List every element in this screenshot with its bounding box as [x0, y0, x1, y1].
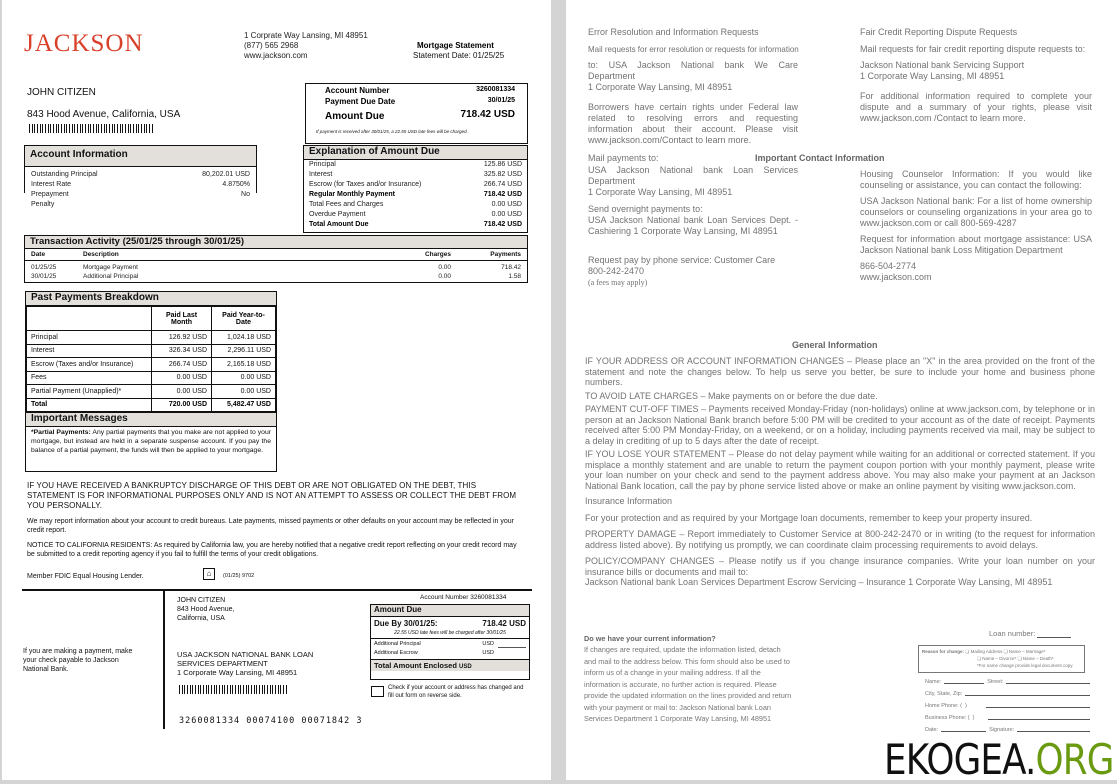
stub-late-note: 22.55 USD late fees will be charged after 30/01/25 — [371, 628, 529, 639]
account-info-label: Outstanding Principal — [31, 171, 98, 178]
error-text-2: to: USA Jackson National bank We Care Department — [588, 60, 798, 81]
paid-last-month: 326.34 USD — [152, 344, 212, 358]
phone-service: Request pay by phone service: Customer Care — [588, 255, 776, 265]
explanation-row — [304, 180, 527, 190]
stub-name: JOHN CITIZEN — [177, 597, 226, 604]
late-fee-note: If payment is received after 30/01/25, a 22.55 USD late fees will be charged. — [316, 129, 468, 134]
past-payment-row — [27, 371, 276, 385]
ins-address: Jackson National bank Loan Services Department Escrow Servicing – Insurance 1 Corporate Way Lansing, MI 48951 — [585, 577, 1053, 587]
reason-mailing-checkbox[interactable]: ❏ Mailing Address — [965, 649, 1003, 654]
explanation-row — [304, 200, 527, 210]
fcr-text-3: 1 Corporate Way Lansing, MI 48951 — [860, 71, 1005, 81]
gen-late-charges: TO AVOID LATE CHARGES – Make payments on or before the due date. — [585, 390, 878, 401]
past-payment-row — [27, 331, 276, 345]
mortgage-assistance: Request for information about mortgage assistance: USA Jackson National bank Loss Mitigation Department — [860, 234, 1092, 255]
name-input[interactable] — [944, 676, 984, 684]
usd-label: USD — [482, 650, 494, 656]
past-payments-header: Past Payments Breakdown — [26, 292, 276, 306]
past-payment-label: Principal — [27, 331, 152, 345]
explanation-value: 0.00 USD — [491, 211, 522, 218]
paid-last-month: 0.00 USD — [152, 385, 212, 399]
account-info-value: 4.8750% — [222, 181, 250, 188]
reason-divorce-label: Name – Divorce* — [982, 656, 1017, 661]
explanation-label: Interest — [309, 171, 333, 178]
stub-barcode — [179, 685, 287, 694]
explanation-label: Principal — [309, 161, 336, 168]
past-payments-box — [25, 291, 277, 413]
business-phone-label: Business Phone: ( — [925, 715, 970, 721]
account-info-label: Prepayment — [31, 191, 69, 198]
additional-principal-label: Additional Principal — [374, 641, 421, 647]
account-summary-box — [305, 83, 528, 144]
usd-label: USD — [482, 641, 494, 647]
gen-cutoff: PAYMENT CUT-OFF TIMES – Payments received Monday-Friday (non-holidays) online at www.jackson.com, by telephone or in person at an Jackson National Bank branch before 5:00 PM will be credited to your account as of the date of receipt. Payments received after 5:00 PM Monday-Friday, on a weekend, or on a holiday, including payments received via mail, may be subject to a delay in crediting of up to 5 days after the date of receipt. — [585, 404, 1095, 446]
reason-for-change-box — [918, 645, 1085, 673]
col-charges: Charges — [424, 251, 451, 258]
paid-ytd: 0.00 USD — [212, 385, 276, 399]
transaction-charges: 0.00 — [438, 273, 451, 280]
col-payments: Payments — [490, 251, 521, 258]
partial-payments-lead: *Partial Payments: — [31, 429, 91, 436]
partial-payments-text: Any partial payments that you make are not applied to your mortgage, but instead are held in a separate suspense account. If you pay the balance of a partial payment, the funds will then be applied to your mortgage. — [31, 429, 271, 454]
customer-name: JOHN CITIZEN — [27, 87, 96, 98]
total-usd: USD — [459, 664, 472, 670]
transaction-activity-box — [24, 235, 528, 283]
past-payments-table — [26, 306, 276, 412]
transaction-description: Mortgage Payment — [83, 264, 138, 271]
statement-date: Statement Date: 01/25/25 — [413, 51, 505, 60]
customer-address: 843 Hood Avenue, California, USA — [27, 109, 181, 120]
equal-housing-icon: ⌂ — [203, 568, 215, 580]
assistance-website: www.jackson.com — [860, 272, 932, 282]
credit-notice: We may report information about your account to credit bureaus. Late payments, missed payments or other defaults on your account may be reflected in your credit report. — [27, 518, 515, 534]
account-info-label: Penalty — [31, 201, 55, 208]
due-date: 30/01/25 — [487, 97, 515, 104]
street-label: Street: — [987, 679, 1004, 685]
error-text-1: Mail requests for error resolution or requests for information — [588, 45, 799, 54]
business-phone-input[interactable] — [988, 712, 1090, 720]
signature-label: Signature: — [989, 727, 1015, 733]
explanation-label: Total Amount Due — [309, 221, 369, 228]
account-info-row — [25, 190, 256, 200]
insurance-title: Insurance Information — [585, 496, 673, 506]
stub-bank-line3: 1 Corporate Way Lansing, MI 48951 — [177, 668, 298, 677]
explanation-label: Total Fees and Charges — [309, 201, 384, 208]
address-change-note: Check if your account or address has changed and fill out form on reverse side. — [388, 685, 524, 699]
statement-title: Mortgage Statement — [417, 41, 494, 50]
watermark-part1: EKOGEA. — [884, 735, 1036, 784]
stub-divider — [163, 589, 165, 729]
watermark-part2: ORG — [1035, 735, 1114, 784]
paid-ytd: 2,165.18 USD — [212, 358, 276, 372]
housing-list: USA Jackson National bank: For a list of home ownership counselors or counseling organizations in your area go to www.jackson.com or call 800-569-4287 — [860, 196, 1092, 228]
past-payment-label: Partial Payment (Unapplied)* — [27, 385, 152, 399]
account-information-header: Account Information — [25, 146, 256, 167]
paid-last-month: 126.92 USD — [152, 331, 212, 345]
col-last-month: Paid Last Month — [152, 307, 212, 331]
due-by-amount: 718.42 USD — [482, 619, 526, 628]
additional-escrow-label: Additional Escrow — [374, 650, 418, 656]
city-label: City, State, Zip: — [925, 691, 963, 697]
past-payment-row — [27, 344, 276, 358]
amount-due-label: Amount Due — [325, 111, 385, 122]
explanation-row — [304, 160, 527, 170]
ins-property-damage: PROPERTY DAMAGE – Report immediately to Customer Service at 800-242-2470 or in writing (to the request for information address listed above). By notifying us promptly, we can coordinate claim processing requirements to avoid delays. — [585, 529, 1095, 550]
due-by-label: Due By 30/01/25: — [374, 619, 438, 628]
explanation-value: 0.00 USD — [491, 201, 522, 208]
past-payment-row — [27, 358, 276, 372]
stub-bank-line2: SERVICES DEPARTMENT — [177, 659, 268, 668]
reason-marriage-label: Name – Marriage* — [1008, 649, 1046, 654]
mail-payments-label: Mail payments to: — [588, 153, 659, 163]
stub-amount-box — [370, 604, 530, 680]
explanation-label: Overdue Payment — [309, 211, 366, 218]
paid-ytd: 5,482.47 USD — [212, 398, 276, 412]
account-number: 3260081334 — [476, 86, 515, 93]
reason-death-checkbox[interactable]: ❏ Name – Death* — [1017, 656, 1054, 661]
past-payment-row — [27, 398, 276, 412]
fair-credit-title: Fair Credit Reporting Dispute Requests — [860, 27, 1018, 37]
col-description: Description — [83, 251, 119, 258]
paid-ytd: 0.00 USD — [212, 371, 276, 385]
transaction-date: 01/25/25 — [31, 264, 57, 271]
paid-last-month: 720.00 USD — [152, 398, 212, 412]
past-payment-label: Interest — [27, 344, 152, 358]
street-input[interactable] — [1006, 676, 1090, 684]
gen-address-change: IF YOUR ADDRESS OR ACCOUNT INFORMATION CHANGES – Please place an "X" in the area provided on the front of the statement and note the changes below. To help us serve you better, be sure to include your home and business phone numbers. — [585, 356, 1095, 387]
total-enclosed-label: Total Amount Enclosed — [374, 661, 457, 670]
account-info-row — [25, 200, 256, 210]
error-resolution-title: Error Resolution and Information Requests — [588, 27, 759, 37]
bank-website: www.jackson.com — [244, 51, 308, 60]
overnight-address: USA Jackson National bank Loan Services Dept. - Cashiering 1 Corporate Way Lansing, MI 48951 — [588, 215, 798, 236]
fcr-text-2: Jackson National bank Servicing Support — [860, 60, 1025, 70]
account-number-label: Account Number — [325, 86, 390, 95]
reason-mailing-label: Mailing Address — [970, 649, 1003, 654]
messages-header: Important Messages — [26, 413, 276, 427]
fcr-text-4: For additional information required to complete your dispute and a summary of your rights, please visit www.jackson.com /Contact to learn more. — [860, 91, 1092, 123]
micr-line: 3260081334 00074100 00071842 3 — [179, 716, 363, 726]
explanation-value: 718.42 USD — [483, 221, 522, 228]
mail-payments-2: 1 Corporate Way Lansing, MI 48951 — [588, 187, 733, 197]
statement-front-page — [2, 0, 551, 780]
bankruptcy-notice: IF YOU HAVE RECEIVED A BANKRUPTCY DISCHARGE OF THIS DEBT OR ARE NOT OBLIGATED ON THE DEBT, THIS STATEMENT IS FOR INFORMATIONAL PURPOSES ONLY AND IS NOT AN ATTEMPT TO ASSESS OR COLLECT THE DEBT FROM YOU PERSONALLY. — [27, 481, 517, 510]
explanation-row — [304, 220, 527, 230]
explanation-label: Escrow (for Taxes and/or Insurance) — [309, 181, 422, 188]
transaction-description: Additional Principal — [83, 273, 139, 280]
fdic-notice: Member FDIC Equal Housing Lender. — [27, 573, 144, 580]
signature-input[interactable] — [1017, 724, 1090, 732]
transaction-row — [25, 272, 527, 281]
past-payment-label: Escrow (Taxes and/or Insurance) — [27, 358, 152, 372]
fcr-text-1: Mail requests for fair credit reporting dispute requests to: — [860, 44, 1086, 54]
bank-address: 1 Corprate Way Lansing, MI 48951 — [244, 31, 368, 40]
explanation-box — [303, 145, 528, 233]
explanation-header: Explanation of Amount Due — [304, 146, 527, 160]
reason-note: *For name change provide legal document copy. — [977, 663, 1074, 668]
additional-escrow-input[interactable] — [494, 649, 526, 658]
account-info-label: Interest Rate — [31, 181, 72, 188]
past-payment-label: Fees — [27, 371, 152, 385]
phone-fees: (a fees may apply) — [588, 278, 648, 287]
error-text-4: Borrowers have certain rights under Federal law related to resolving errors and requesting information about their account. Please visit www.jackson.com/Contact to learn more. — [588, 102, 798, 145]
name-label: Name: — [925, 679, 942, 685]
error-text-3: 1 Corporate Way Lansing, MI 48951 — [588, 82, 733, 92]
payable-note: If you are making a payment, make your check payable to Jackson National Bank. — [23, 648, 133, 673]
california-notice: NOTICE TO CALIFORNIA RESIDENTS: As required by California law, you are hereby notified that a negative credit report reflecting on your credit record may be submitted to a credit reporting agency if you fail to fulfill the terms of your credit obligations. — [27, 542, 517, 558]
mail-payments-1: USA Jackson National bank Loan Services Department — [588, 165, 798, 186]
account-info-row — [25, 180, 256, 190]
transaction-payment: 718.42 — [501, 264, 521, 271]
general-info-title: General Information — [792, 340, 878, 350]
date-label: Date: — [925, 727, 939, 733]
paid-last-month: 266.74 USD — [152, 358, 212, 372]
explanation-value: 718.42 USD — [483, 191, 522, 198]
ins-policy-changes: POLICY/COMPANY CHANGES – Please notify us if you change insurance companies. Write your loan number on your insurance bills or documents and mail to: — [585, 556, 1095, 577]
city-input[interactable] — [965, 688, 1090, 696]
explanation-row — [304, 190, 527, 200]
reason-divorce-checkbox[interactable]: ❏ Name – Divorce* — [977, 656, 1017, 661]
stub-addr1: 843 Hood Avenue, — [177, 606, 235, 613]
contact-title: Important Contact Information — [755, 153, 885, 163]
transaction-header: Transaction Activity (25/01/25 through 30/01/25) — [25, 236, 527, 249]
date-input[interactable] — [941, 724, 986, 732]
transaction-charges: 0.00 — [438, 264, 451, 271]
explanation-value: 266.74 USD — [483, 181, 522, 188]
paid-ytd: 2,296.11 USD — [212, 344, 276, 358]
account-info-value: No — [241, 191, 250, 198]
explanation-value: 325.82 USD — [483, 171, 522, 178]
stub-account-number: Account Number 3260081334 — [420, 594, 507, 601]
past-payment-label: Total — [27, 398, 152, 412]
current-info-title: Do we have your current information? — [584, 634, 716, 643]
past-payment-row — [27, 385, 276, 399]
stub-bank-line1: USA JACKSON NATIONAL BANK LOAN — [177, 650, 314, 659]
transaction-date: 30/01/25 — [31, 273, 57, 280]
paid-ytd: 1,024.18 USD — [212, 331, 276, 345]
ins-protection: For your protection and as required by your Mortgage loan documents, remember to keep your property insured. — [585, 512, 1033, 523]
watermark — [884, 735, 1114, 784]
jackson-logo: JACKSON — [24, 30, 144, 57]
reason-label: Reason for change: — [922, 649, 965, 654]
account-info-row — [25, 170, 256, 180]
account-info-value: 80,202.01 USD — [202, 171, 250, 178]
col-ytd: Paid Year-to-Date — [212, 307, 276, 331]
assistance-phone: 866-504-2774 — [860, 261, 917, 271]
statement-back-page: Error Resolution and Information Requests Mail requests for error resolution or requests for information to: USA Jackson National bank We Care Department 1 Corporate Way Lansing, MI 48951 Borrowers have certain rights under Federal law related to resolving errors and requesting information about their account. Please visit www.jackson.com/Contact to learn more. Fair Credit Reporting Dispute Requests Mail requests for fair credit reporting dispute requests to: Jackson National bank Servicing Support 1 Corporate Way Lansing, MI 48951 For additional information required to complete your dispute and a summary of your rights, please visit www.jackson.com /Contact to learn more. Important Contact Information Mail payments to: USA Jackson National bank Loan Services Department 1 Corporate Way Lansing, MI 48951 Send overnight payments to: USA Jackson National bank Loan Services Dept. - Cashiering 1 Corporate Way Lansing, MI 48951 Request pay by phone service: Customer Care 800-242-2470 (a fees may apply) Housing Counselor Information: If you would like counseling or assistance, you can contact the following: USA Jackson National bank: For a list of home ownership counselors or counseling organizations in your area go to www.jackson.com or call 800-569-4287 Request for information about mortgage assistance: USA Jackson National bank Loss Mitigation Department 866-504-2774 www.jackson.com General Information IF YOUR ADDRESS OR ACCOUNT INFORMATION CHANGES – Please place an "X" in the area provided on the front of the statement and note the changes below. To help us serve you better, be sure to include your home and business phone numbers. TO AVOID LATE CHARGES – Make payments on or before the due date. PAYMENT CUT-OFF TIMES – Payments received Monday-Friday (non-holidays) online at www.jackson.com, by telephone or in person at an Jackson National Bank branch before 5:00 PM will be credited to your account as of the date of receipt. Payments received after 5:00 PM Monday-Friday, on a weekend, or on a holiday, including payments received via mail, may be subject to a delay in crediting of up to 5 days after the date of receipt. IF YOU LOSE YOUR STATEMENT – Please do not delay payment while waiting for an additional or corrected statement. If you misplace a monthly statement and are unable to return the payment coupon portion with your monthly payment, please write your loan number on your check and send to the payment address above. You may also make your payment at an Jackson National Bank location, call the pay by phone service listed above or make an online payment by visiting www.jackson.com. Insurance Information For your protection and as required by your Mortgage loan documents, remember to keep your property insured. PROPERTY DAMAGE – Report immediately to Customer Service at 800-242-2470 or in writing (to the request for information address listed above). By notifying us promptly, we can coordinate claim processing requirements to avoid delays. POLICY/COMPANY CHANGES – Please notify us if you change insurance companies. Write your loan number on your insurance bills or documents and mail to: Jackson National bank Loan Services Department Escrow Servicing – Insurance 1 Corporate Way Lansing, MI 48951 Do we have your current information? If changes are required, update the information listed, detach and mail to the address below. This form should also be used to inform us of a change in your mailing address. If all the information is accurate, no further action is required. Please provide the updated information on the lines provided and return with your payment or mail to: Jackson National bank Loan Services Department 1 Corporate Way Lansing, MI 48951 Loan number: Reason for change: ❏ Mailing Address ❏ Name – Marriage* ❏ Name – Divorce* ❏ Name – Death* *For name change provide legal document copy. Name: Street: City, State, Zip: Home Phone: ( ) Business Phone: ( ) Date: Signature: EKOGEA.ORG — [566, 0, 1117, 780]
additional-principal-input[interactable] — [498, 640, 526, 648]
detach-line — [22, 589, 532, 591]
phone-number: 800-242-2470 — [588, 266, 645, 276]
stub-amount-header: Amount Due — [371, 605, 529, 617]
explanation-row — [304, 170, 527, 180]
current-info-body: If changes are required, update the information listed, detach and mail to the address below. This form should also be used to inform us of a change in your mailing address. If all the information is accurate, no further action is required. Please provide the updated information on the lines provided and return with your payment or mail to: Jackson National bank Loan Services Department 1 Corporate Way Lansing, MI 48951 — [584, 645, 792, 723]
col-date: Date — [31, 251, 46, 258]
explanation-row — [304, 210, 527, 220]
account-information-box — [24, 145, 257, 208]
housing-counselor: Housing Counselor Information: If you would like counseling or assistance, you can contact the following: — [860, 169, 1092, 190]
gen-lost-statement: IF YOU LOSE YOUR STATEMENT – Please do not delay payment while waiting for an additional or corrected statement. If you misplace a monthly statement and are unable to return the payment coupon portion with your monthly payment, please write your loan number on your check and send to the payment address above. You may also make your payment at an Jackson National Bank location, call the pay by phone service listed above or make an online payment by visiting www.jackson.com. — [585, 449, 1095, 491]
form-code: (01/25) 9702 — [223, 573, 255, 579]
home-phone-label: Home Phone: ( — [925, 703, 962, 709]
loan-number-input[interactable] — [1037, 630, 1071, 638]
reason-marriage-checkbox[interactable]: ❏ Name – Marriage* — [1003, 649, 1046, 654]
due-date-label: Payment Due Date — [325, 97, 396, 106]
overnight-label: Send overnight payments to: — [588, 204, 703, 214]
bank-phone: (877) 565 2968 — [244, 41, 299, 50]
home-phone-input[interactable] — [986, 700, 1090, 708]
explanation-label: Regular Monthly Payment — [309, 191, 395, 198]
postal-barcode — [29, 124, 153, 133]
amount-due: 718.42 USD — [460, 109, 515, 120]
explanation-value: 125.86 USD — [483, 161, 522, 168]
loan-number-label: Loan number: — [989, 629, 1036, 638]
address-change-checkbox[interactable] — [371, 686, 384, 697]
reason-death-label: Name – Death* — [1022, 656, 1054, 661]
transaction-columns — [25, 249, 527, 261]
transaction-payment: 1.58 — [508, 273, 521, 280]
important-messages-box — [25, 412, 277, 472]
transaction-row — [25, 263, 527, 272]
stub-addr2: California, USA — [177, 615, 225, 622]
paid-last-month: 0.00 USD — [152, 371, 212, 385]
